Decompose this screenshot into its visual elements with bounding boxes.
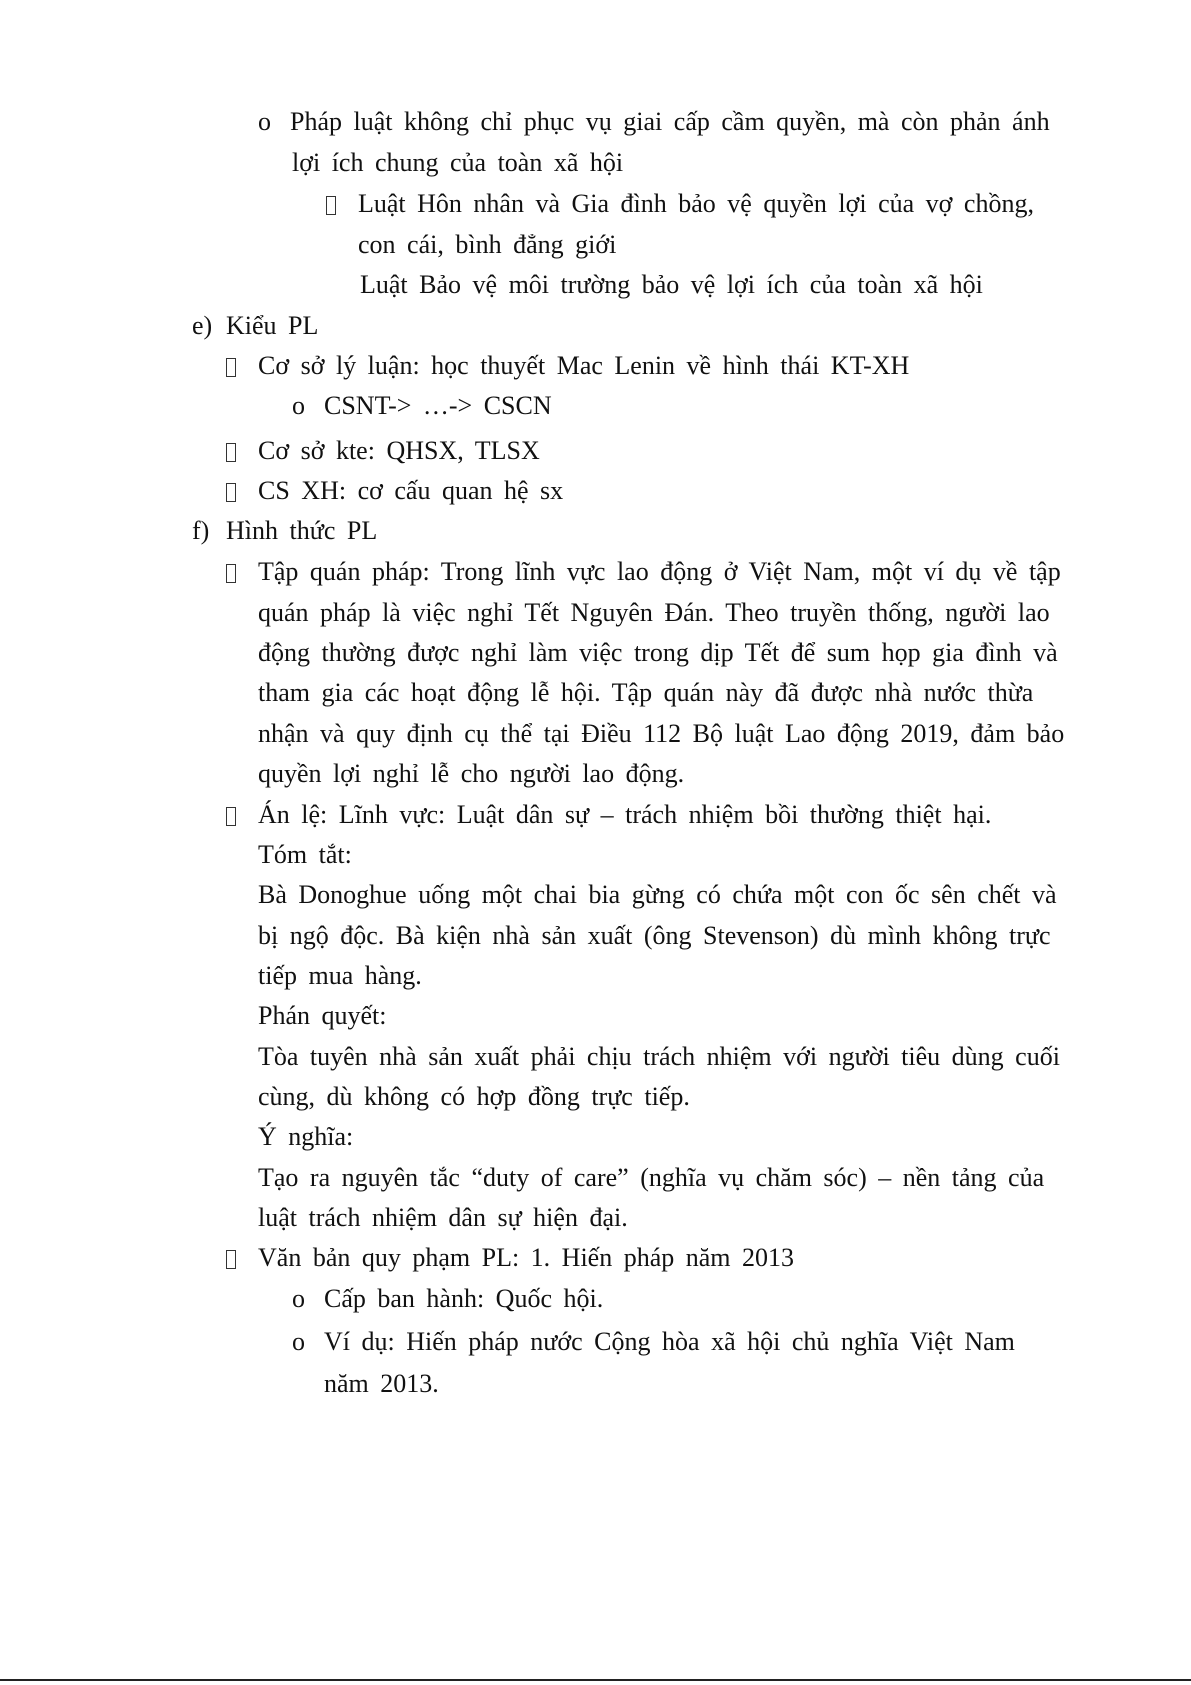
paragraph-line: Ý nghĩa: <box>258 1122 354 1151</box>
square-bullet-icon <box>226 483 236 502</box>
paragraph-line: lợi ích chung của toàn xã hội <box>292 148 624 177</box>
list-item: CS XH: cơ cấu quan hệ sx <box>258 476 564 505</box>
list-item: CSNT-> …-> CSCN <box>324 391 552 420</box>
circle-bullet: o <box>292 1327 305 1356</box>
paragraph-line: Tạo ra nguyên tắc “duty of care” (nghĩa vụ chăm sóc) – nền tảng của <box>258 1163 1045 1192</box>
paragraph-line: cùng, dù không có hợp đồng trực tiếp. <box>258 1082 690 1111</box>
paragraph-line: động thường được nghỉ làm việc trong dịp Tết để sum họp gia đình và <box>258 638 1058 667</box>
paragraph-line: Phán quyết: <box>258 1001 387 1030</box>
section-marker: f) <box>192 516 210 545</box>
square-bullet-icon <box>226 807 236 826</box>
circle-bullet: o <box>292 1284 305 1313</box>
paragraph-line: Tóm tắt: <box>258 840 352 869</box>
paragraph-line: tham gia các hoạt động lễ hội. Tập quán này đã được nhà nước thừa <box>258 678 1034 707</box>
paragraph-line: con cái, bình đẳng giới <box>358 230 617 259</box>
list-item: Cơ sở lý luận: học thuyết Mac Lenin về hình thái KT-XH <box>258 351 910 380</box>
square-bullet-icon <box>326 196 336 215</box>
footer-divider <box>0 1679 1191 1681</box>
square-bullet-icon <box>226 564 236 583</box>
square-bullet-icon <box>226 443 236 462</box>
paragraph-line: bị ngộ độc. Bà kiện nhà sản xuất (ông Stevenson) dù mình không trực <box>258 921 1051 950</box>
list-item: Ví dụ: Hiến pháp nước Cộng hòa xã hội chủ nghĩa Việt Nam <box>324 1327 1015 1356</box>
paragraph-line: nhận và quy định cụ thể tại Điều 112 Bộ luật Lao động 2019, đảm bảo <box>258 719 1065 748</box>
square-bullet-icon <box>226 358 236 377</box>
paragraph-line: Pháp luật không chỉ phục vụ giai cấp cầm quyền, mà còn phản ánh <box>290 107 1050 136</box>
list-item: Cơ sở kte: QHSX, TLSX <box>258 436 540 465</box>
paragraph-line: Luật Bảo vệ môi trường bảo vệ lợi ích của toàn xã hội <box>360 270 983 299</box>
paragraph-line: Bà Donoghue uống một chai bia gừng có chứa một con ốc sên chết và <box>258 880 1057 909</box>
paragraph-line: quán pháp là việc nghỉ Tết Nguyên Đán. Theo truyền thống, người lao <box>258 598 1050 627</box>
paragraph-line: tiếp mua hàng. <box>258 961 422 990</box>
paragraph-line: Tòa tuyên nhà sản xuất phải chịu trách nhiệm với người tiêu dùng cuối <box>258 1042 1060 1071</box>
paragraph-line: Án lệ: Lĩnh vực: Luật dân sự – trách nhiệm bồi thường thiệt hại. <box>258 800 992 829</box>
section-heading: Hình thức PL <box>226 516 378 545</box>
circle-bullet: o <box>258 107 271 136</box>
paragraph-line: quyền lợi nghỉ lễ cho người lao động. <box>258 759 685 788</box>
list-item: Văn bản quy phạm PL: 1. Hiến pháp năm 2013 <box>258 1243 795 1272</box>
list-item: năm 2013. <box>324 1369 439 1398</box>
paragraph-line: Tập quán pháp: Trong lĩnh vực lao động ở Việt Nam, một ví dụ về tập <box>258 557 1061 586</box>
paragraph-line: luật trách nhiệm dân sự hiện đại. <box>258 1203 628 1232</box>
paragraph-line: Luật Hôn nhân và Gia đình bảo vệ quyền lợi của vợ chồng, <box>358 189 1034 218</box>
section-heading: Kiểu PL <box>226 311 319 340</box>
circle-bullet: o <box>292 391 305 420</box>
section-marker: e) <box>192 311 213 340</box>
square-bullet-icon <box>226 1250 236 1269</box>
list-item: Cấp ban hành: Quốc hội. <box>324 1284 604 1313</box>
